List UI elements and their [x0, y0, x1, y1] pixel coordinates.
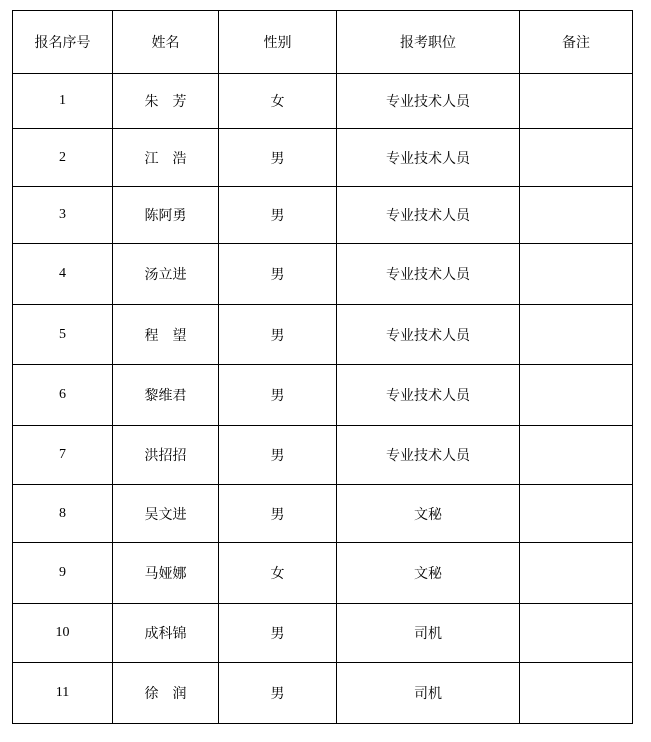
cell-name: 洪招招: [113, 426, 219, 485]
cell-note: [520, 74, 633, 129]
cell-name: 汤立进: [113, 244, 219, 305]
cell-seq: 10: [13, 604, 113, 663]
cell-gender: 男: [219, 426, 337, 485]
table-row: [13, 663, 633, 724]
header-gender: 性别: [219, 11, 337, 74]
table-row: [13, 485, 633, 543]
table-row: [13, 604, 633, 663]
cell-position: 文秘: [337, 543, 520, 604]
cell-position: 司机: [337, 663, 520, 724]
cell-seq: 9: [13, 543, 113, 604]
cell-note: [520, 187, 633, 244]
header-name: 姓名: [113, 11, 219, 74]
table-row: [13, 543, 633, 604]
cell-note: [520, 244, 633, 305]
cell-name: 马娅娜: [113, 543, 219, 604]
cell-seq: 5: [13, 305, 113, 365]
table-row: [13, 244, 633, 305]
cell-gender: 男: [219, 305, 337, 365]
cell-position: 专业技术人员: [337, 74, 520, 129]
cell-name: 徐 润: [113, 663, 219, 724]
cell-seq: 2: [13, 129, 113, 187]
cell-seq: 7: [13, 426, 113, 485]
cell-position: 文秘: [337, 485, 520, 543]
cell-position: 专业技术人员: [337, 187, 520, 244]
cell-name: 成科锦: [113, 604, 219, 663]
cell-name: 吴文进: [113, 485, 219, 543]
cell-gender: 男: [219, 365, 337, 426]
cell-position: 专业技术人员: [337, 244, 520, 305]
cell-note: [520, 365, 633, 426]
cell-name: 陈阿勇: [113, 187, 219, 244]
cell-seq: 3: [13, 187, 113, 244]
cell-name: 程 望: [113, 305, 219, 365]
applicant-table: [12, 10, 633, 724]
table-row: [13, 187, 633, 244]
cell-note: [520, 604, 633, 663]
cell-gender: 男: [219, 129, 337, 187]
cell-gender: 男: [219, 663, 337, 724]
header-position: 报考职位: [337, 11, 520, 74]
cell-note: [520, 305, 633, 365]
cell-seq: 4: [13, 244, 113, 305]
cell-note: [520, 485, 633, 543]
cell-note: [520, 663, 633, 724]
cell-seq: 6: [13, 365, 113, 426]
table-row: [13, 74, 633, 129]
cell-note: [520, 543, 633, 604]
header-note: 备注: [520, 11, 633, 74]
cell-gender: 女: [219, 74, 337, 129]
cell-note: [520, 129, 633, 187]
cell-gender: 男: [219, 187, 337, 244]
cell-gender: 男: [219, 244, 337, 305]
cell-name: 黎维君: [113, 365, 219, 426]
cell-seq: 1: [13, 74, 113, 129]
cell-seq: 8: [13, 485, 113, 543]
cell-position: 专业技术人员: [337, 305, 520, 365]
table-row: [13, 305, 633, 365]
cell-position: 专业技术人员: [337, 365, 520, 426]
cell-name: 江 浩: [113, 129, 219, 187]
cell-seq: 11: [13, 663, 113, 724]
cell-gender: 男: [219, 604, 337, 663]
table-row: [13, 365, 633, 426]
cell-position: 司机: [337, 604, 520, 663]
cell-gender: 男: [219, 485, 337, 543]
table-row: [13, 129, 633, 187]
header-seq: 报名序号: [13, 11, 113, 74]
table-row: [13, 426, 633, 485]
table-header-row: [13, 11, 633, 74]
cell-note: [520, 426, 633, 485]
cell-name: 朱 芳: [113, 74, 219, 129]
cell-position: 专业技术人员: [337, 426, 520, 485]
cell-position: 专业技术人员: [337, 129, 520, 187]
cell-gender: 女: [219, 543, 337, 604]
